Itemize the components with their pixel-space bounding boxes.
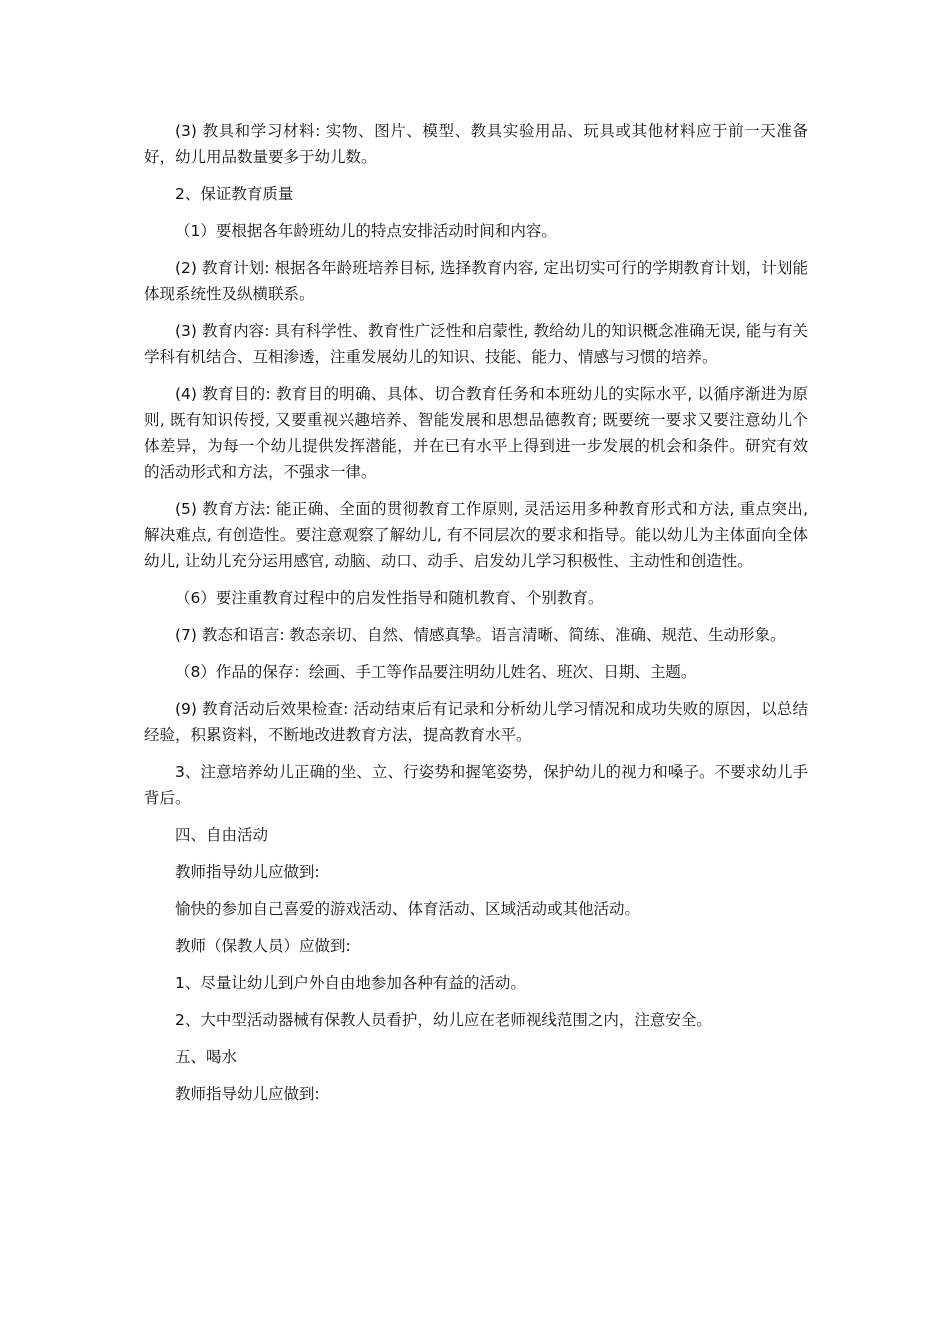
heading-free-activity: 四、自由活动 bbox=[175, 826, 269, 844]
paragraph-artwork-storage: （8）作品的保存：绘画、手工等作品要注明幼儿姓名、班次、日期、主题。 bbox=[175, 663, 697, 681]
document-page bbox=[144, 118, 808, 1118]
paragraph-teacher-guide-children: 教师指导幼儿应做到: bbox=[175, 863, 320, 881]
paragraph-education-plan: (2) 教育计划: 根据各年龄班培养目标, 选择教育内容, 定出切实可行的学期教育计划，计划能体现系统性及纵横联系。 bbox=[144, 259, 808, 303]
paragraph-demeanor-language: (7) 教态和语言: 教态亲切、自然、情感真挚。语言清晰、简练、准确、规范、生动形象。 bbox=[175, 626, 786, 644]
paragraph-equipment-safety: 2、大中型活动器械有保教人员看护，幼儿应在老师视线范围之内，注意安全。 bbox=[175, 1011, 712, 1029]
heading-drinking-water: 五、喝水 bbox=[175, 1048, 238, 1066]
paragraph-outdoor-activity: 1、尽量让幼儿到户外自由地参加各种有益的活动。 bbox=[175, 974, 526, 992]
paragraph-activity-time: （1）要根据各年龄班幼儿的特点安排活动时间和内容。 bbox=[175, 222, 557, 240]
heading-education-quality: 2、保证教育质量 bbox=[175, 185, 294, 203]
paragraph-education-content: (3) 教育内容: 具有科学性、教育性广泛性和启蒙性, 教给幼儿的知识概念准确无误, 能与有关学科有机结合、互相渗透，注重发展幼儿的知识、技能、能力、情感与习惯的培养。 bbox=[144, 322, 808, 366]
paragraph-teacher-should: 教师（保教人员）应做到: bbox=[175, 937, 351, 955]
paragraph-education-goal: (4) 教育目的: 教育目的明确、具体、切合教育任务和本班幼儿的实际水平, 以循序渐进为原则, 既有知识传授, 又要重视兴趣培养、智能发展和思想品德教育; 既要统一要求又要注意幼儿个体差异，为每一个幼儿提供发挥潜能，并在已有水平上得到进一步发展的机会和条件。研究有效的活动形式和方法，不强求一律。 bbox=[144, 385, 808, 481]
paragraph-posture: 3、注意培养幼儿正确的坐、立、行姿势和握笔姿势，保护幼儿的视力和嗓子。不要求幼儿手背后。 bbox=[144, 763, 808, 807]
paragraph-education-method: (5) 教育方法: 能正确、全面的贯彻教育工作原则, 灵活运用多种教育形式和方法, 重点突出, 解决难点, 有创造性。要注意观察了解幼儿, 有不同层次的要求和指导。能以幼儿为主体面向全体幼儿, 让幼儿充分运用感官, 动脑、动口、动手、启发幼儿学习积极性、主动性和创造性。 bbox=[144, 500, 808, 570]
paragraph-teacher-guide-children-2: 教师指导幼儿应做到: bbox=[175, 1085, 320, 1103]
paragraph-happy-participation: 愉快的参加自己喜爱的游戏活动、体育活动、区域活动或其他活动。 bbox=[175, 900, 641, 918]
paragraph-heuristic-guidance: （6）要注重教育过程中的启发性指导和随机教育、个别教育。 bbox=[175, 589, 604, 607]
paragraph-teaching-materials: (3) 教具和学习材料: 实物、图片、模型、教具实验用品、玩具或其他材料应于前一天准备好，幼儿用品数量要多于幼儿数。 bbox=[144, 122, 808, 166]
paragraph-effect-check: (9) 教育活动后效果检查: 活动结束后有记录和分析幼儿学习情况和成功失败的原因，以总结经验，积累资料，不断地改进教育方法，提高教育水平。 bbox=[144, 700, 808, 744]
